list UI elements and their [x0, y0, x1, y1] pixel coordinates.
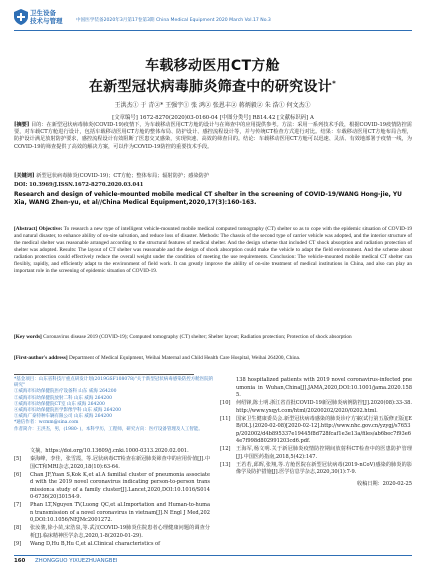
reference-number: [10] — [220, 400, 231, 406]
reference-text: Chan JF,Yuan S,Kok K,et al.A familial cluster of pneumonia associated with the 2019 novel coronavirus indicating person-to-person transmission:a study of a family cluster[J].Lancet,2020,DOI:10.1016/S0140-6736(20)30154-9. — [30, 471, 210, 500]
page-footer — [14, 558, 117, 564]
abstract-text: 目的：在新型冠状病毒肺炎(COVID-19)疫情下，为车载移动医用CT方舱的设计与在筛查中的应用提供参考。方法：采用一系列技术手段，根据COVID-19疫情防控需要，对车载CT方舱进行设计，包括车载移动医用CT方舱的整体布局、防护设计、感控流程设计等，并与传统CT检查方式进行对比。结果：车载移动医用CT方舱布局合理，防护设计满足放射防护要求，感控流程设计有效阻断了医患交叉感染，实现快速、高效的筛查目的。结论：车载移动医用CT方舱可以迅速、灵活、有效地部署于疫情一线，为COVID-19的筛查提供了高效的解决方案，可以作为COVID-19防控的重要技术手段。 — [14, 122, 412, 150]
reference-text: 王海军,杨文明.关于新冠肺炎疫情防控期间放射科CT检查中的医患防护管理[J].中国医药指南,2018,5(42):147. — [236, 446, 412, 460]
reference-text: 138 hospitalized patients with 2019 novel coronavirus-infected pneumonia in Wuhan,China[J].JAMA,2020,DOI:10.1001/jama.2020.1585. — [236, 377, 412, 398]
reference-number: [7] — [14, 502, 22, 508]
english-abstract-label: [Abstract] Objective: — [14, 226, 63, 232]
reference-item — [220, 400, 412, 415]
reference-text: 秦海峰，李佳，张雪霞，等.冠状病毒CT检查在新冠肺炎筛查中的应用价值[J].中国CT和MRI杂志,2020,18(10):63-64. — [30, 456, 210, 470]
header-divider — [14, 30, 412, 31]
logo-line-2: 技术与管理 — [30, 17, 63, 25]
reference-text: Wang D,Hu B,Hu C,et al.Clinical characteristics of — [30, 540, 161, 547]
english-keywords-text: Coronavirus disease 2019 (COVID-19); Computed tomography (CT) shelter; Shelter layout; Radiation protection; Protection of shock absorption — [43, 334, 352, 340]
reference-item — [14, 456, 210, 471]
english-affiliation-text: Department of Medical Equipment, Weihai Maternal and Child Health Care Hospital, Weihai 264200, China. — [68, 355, 301, 361]
english-title: Research and design of vehicle-mounted mobile medical CT shelter in the screening of COVID-19/WANG Hong-jie, YU Xia, WANG Zhen-yu, et al//China Medical Equipment,2020,17(3):160-163. — [14, 192, 402, 206]
shield-icon — [14, 9, 28, 25]
footnote-line: ④威海市妇幼保健院医学影像学科 山东 威海 264200 — [14, 408, 121, 414]
footnote-divider — [14, 374, 194, 375]
title-footnote-mark: * — [332, 79, 337, 88]
reference-number: [5] — [14, 456, 22, 462]
footer-divider — [14, 555, 412, 556]
reference-item — [220, 377, 412, 400]
footnote-line: ③威海市妇幼保健院CT室 山东 威海 264200 — [14, 401, 105, 407]
reference-item — [220, 446, 412, 461]
footnote-line: 作者简介：王洪杰，男，(1980- )，本科学历，工程师，研究方向：医疗设备管理及人工智能。 — [14, 426, 203, 432]
reference-item — [14, 525, 210, 540]
reference-item — [14, 448, 210, 456]
references-right-column — [220, 377, 412, 488]
english-affiliation — [14, 355, 412, 362]
reference-item — [14, 502, 210, 525]
footnote-line: *基金项目：山东省科技厅重点研发计划(2019GSF108078)"关于新型冠状病毒感染防控方舱医院的研究" — [14, 377, 214, 389]
footnote-line: *通信作者：wcmm@sina.com — [14, 420, 79, 426]
references-left-column — [14, 448, 210, 549]
logo-line-1: 卫生设备 — [30, 9, 56, 17]
footnote-line: ②威海市妇幼保健院放射二科 山东 威海 264200 — [14, 395, 112, 401]
reference-text: 文摘，https://doi.org/10.13609/j.cnki.1000-0313.2020.02.001. — [30, 448, 189, 454]
received-date: 收稿日期：2020-02-25 — [357, 480, 412, 487]
english-abstract-text: To research a new type of intelligent vehicle-mounted mobile medical computed tomography (CT) shelter so as to cope with the epidemic situation of COVID-19 and natural disaster, to enhance ability of on-site salvation, and reduce loss of disaster. Methods: The chassis of the second type of carrier vehicle was adopted, and the interior structure of the medical shelter was reasonable arranged according to the structural features of medical shelter. And the design scheme that included CT shock absorption and radiation protection of shelter was adopted. Results: The layout of CT shelter was reasonable and the design of shock absorption could make the vehicle to adapt the field environment. And the scheme about radiation protection could effectively reduce the overall weight under the condition of meeting the use requirements. Conclusion: The vehicle-mounted mobile medical CT shelter can flexibly, rapidly, and efficiently adapt to the environment of field work. It can greatly improve the ability of on-site treatment of medical institutions in China, and also can play an important role in the screening of epidemic situation of COVID-19. — [14, 226, 412, 274]
reference-number: [8] — [14, 525, 22, 531]
reference-text: 何绍锋,陈士明.浙江省首批COVID-19新冠肺炎病例防控[J].2020(08):33-38.http://www.yxqyt.com/html/20200202/2020/0202.html. — [236, 400, 412, 414]
reference-number: [12] — [220, 446, 231, 452]
chinese-keywords — [14, 173, 412, 180]
reference-text: 国家卫生健康委员会.新型冠状病毒感染的肺炎诊疗方案(试行第五版修正版)[EB/OL].(2020-02-08)[2020-02-12].http://www.nhc.gov.cn/yzygj/s7653p/202002/d4b895337e19445f8d728fcaf1e3e13a/files/ab6bec7f93e64e7f998d802991203cd6.pdf. — [236, 415, 412, 444]
reference-item — [220, 416, 412, 446]
journal-issue-line: 中国医学装备2020年3月第17卷第3期 China Medical Equipment 2020 March Vol.17 No.3 — [76, 18, 271, 23]
journal-logo — [14, 7, 70, 27]
doi-line: DOI: 10.3969/J.ISSN.1672-8270.2020.03.041 — [14, 182, 144, 188]
keywords-label: [关键词] — [14, 173, 35, 179]
english-keywords — [14, 334, 412, 341]
reference-number: [6] — [14, 471, 22, 478]
footnote-line: ⑤威海广泰特种车辆有限公司 山东 威海 264200 — [14, 414, 112, 420]
footnote-line: ①威海市妇幼保健院医疗设备科 山东 威海 264200 — [14, 389, 117, 395]
reference-item — [14, 472, 210, 502]
reference-number — [14, 448, 30, 456]
abstract-label: [摘要] — [14, 122, 30, 128]
reference-number: [11] — [220, 415, 231, 422]
funding-footnotes — [14, 377, 214, 433]
reference-number: [9] — [14, 540, 22, 547]
reference-number — [220, 377, 236, 400]
article-classification: [文章编号] 1672-8270(2020)03-0160-04 [中图分类号] R814.42 [文献标识码] A — [112, 115, 314, 121]
author-list: 王洪杰① 于 青②* 王强宇① 张 鸿② 张恩丰② 蒋炳毅② 朱 浩① 何文杰① — [114, 102, 311, 109]
reference-text: 王若若,邱晖,张翔,等.方舱医院在新型冠状病毒(2019-nCoV)感染的肺炎的影像学及防护措施[J].医学信息学杂志,2020,30(1):7-9. — [236, 461, 412, 475]
english-abstract — [14, 226, 412, 275]
reference-number: [13] — [220, 461, 231, 468]
reference-item — [14, 541, 210, 549]
reference-text: 张汝骏,徐小苗,宋浩泉,等.武汉COVID-19肺炎住院患者心理健康问题的调查分析[J].临床精神医学杂志,2020,1-8(2020-01-29). — [30, 525, 210, 539]
page-number: 160 — [14, 558, 26, 564]
keywords-text: 新型冠状病毒肺炎(COVID-19)；CT方舱；整体布局；辐射防护；感染防护 — [36, 173, 210, 179]
footer-journal-name: ZHONGGUO YIXUEZHUANGBEI — [34, 558, 118, 564]
reference-text: Phan LT,Nguyen TV,Luong QC,et al.Importation and Human-to-human transmission of a novel coronavirus in vietnam[J].N Engl J Med,2020,DOI:10.1056/NEJMc2001272. — [30, 502, 210, 523]
english-keywords-label: [Key words] — [14, 334, 42, 340]
chinese-abstract — [14, 122, 412, 151]
article-title-line-1: 车载移动医用CT方舱 — [145, 58, 280, 74]
journal-header — [14, 6, 414, 28]
article-title-line-2: 在新型冠状病毒肺炎筛查中的研究设计* — [88, 79, 337, 95]
english-affiliation-label: [First-author's address] — [14, 355, 68, 361]
reference-item — [220, 462, 412, 477]
